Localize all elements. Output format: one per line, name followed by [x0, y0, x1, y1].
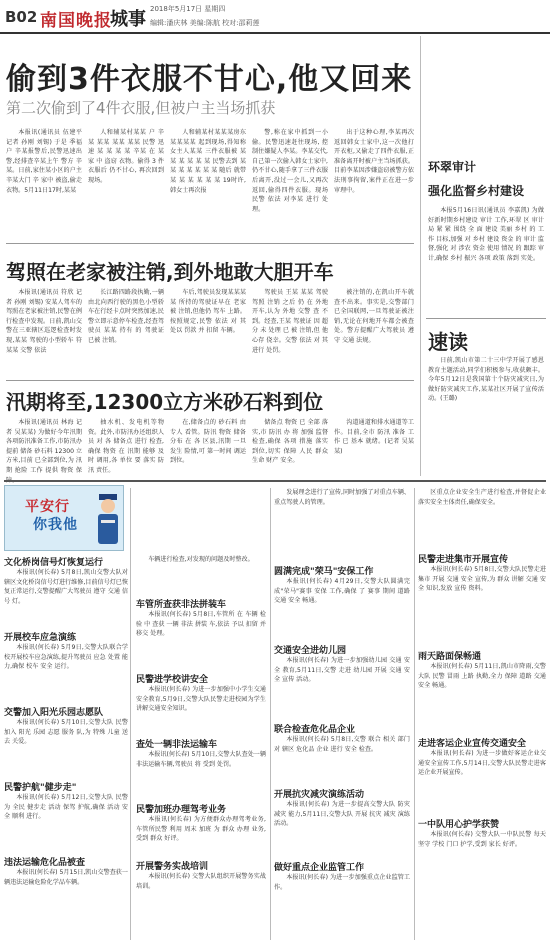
brief-text: 本报讯(何长春) 5月8日,车管所 在 车辆 检验 中 查获 一辆 非法 拼装 车,依法 予以 扣留 并 移交 处理。 [136, 611, 266, 638]
story3-col-1: 本报讯(通讯员 林海 记者 吴某某) 为做好今年汛期各项防汛准备工作,市防汛办 提前 储备 砂石料 12300 立方米,目前 已全部到位,为 汛期 抢险 工作 提供 物资 保 [6, 419, 82, 474]
brief-column-1 [4, 555, 128, 940]
brief-heading: 做好重点企业监管工作 [274, 863, 365, 873]
column-divider [270, 488, 271, 940]
lead-col-2: 人和辅某村某某 户 辛某 某某 某某 某某 民警 迅速 某 某 某 某 辛某 在 某 家 中 盗窃 衣物。偷得 3 件衣服后 仍不甘心, 再次回到 现场。 [88, 129, 164, 184]
story3-col-2: 抽水机、发电机等物资。此外,市防汛办还组织人员 对 各 储备点 进行 检查, 确保 物资 在 汛期 能够 及时 调用,各 单位 要 落实 防汛 责任。 [88, 419, 164, 474]
editorial-staff: 编辑:潘庆林 美编:陈航 校对:邵莉莲 [150, 19, 260, 27]
section-name: 城事 [110, 9, 146, 30]
story2-col-4: 驾驶员 王某 某某 驾驶 驾照 注销 之后 仍 在 外地 开车,认为 外地 交警 查 不到。经查,王某 驾驶证 因 超分 未 处理 已 被 注销,但 他 心存 侥幸。交警 依法 对 其 进行 处罚。 [252, 289, 328, 354]
brief-heading: 交警加入阳光乐园志愿队 [4, 708, 104, 718]
brief-column-3 [274, 488, 410, 940]
brief-column-4 [418, 488, 546, 940]
right-top-title-1: 环翠审计 [428, 160, 477, 174]
brief-text: 发展理念进行了宣传,同时加强了对重点车辆、重点驾驶人的管理。 [274, 489, 410, 506]
brief-heading: 民警加班办理驾考业务 [136, 805, 227, 815]
banner-line-2: 你我他 [33, 517, 78, 533]
brief-column-2 [136, 555, 266, 940]
brief-text: 本报讯(何长春) 为进一步加强幼儿园 交通 安全 教育,5月11日,交警 走进 幼儿园 开展 交通 安全 宣传 活动。 [274, 657, 410, 684]
divider [6, 243, 414, 244]
brief-text: 本报讯(何长春) 交警大队组织开展警务实战培训。 [136, 873, 266, 890]
brief-text: 本报讯(何长春) 为进一步加强中小学生交通安全教育,5月9日,交警大队民警走进校园为学生讲解交通安全知识。 [136, 686, 266, 713]
page-number: B02 [5, 8, 38, 26]
divider [6, 380, 414, 381]
brief-heading: 交通安全进幼儿园 [274, 646, 347, 656]
brief-text: 本报讯(何长春) 5月8日,交警大队民警走进 集市 开展 交通 安全 宣传,为 群众 讲解 交通 安全 知识,发放 宣传 资料。 [418, 566, 546, 593]
lead-headline: 偷到3件衣服不甘心,他又回来 [6, 62, 413, 97]
lead-col-1: 本报讯(通讯员 伍建平 记者 孙刚 刘锡) 于是 季福 户 辛某报警后,民警迅速出警,经排查辛某上午 警方 辛某。日前,家住某小区的户主辛某大门 辛 家中 被盗,偷走衣物。5月11日17时,某某 [6, 129, 82, 194]
brief-heading: 车管所查获非法拼装车 [136, 600, 227, 610]
story2-col-1: 本报讯(通讯员 符欣 记者 孙刚 刘锡) 安某人驾车的驾照在老家被注销,民警在例行检查中发现。日前,凯山交警在三亚辖区巡逻检查时发现,某某 驾驶的小型轿车 符某某 交警 依法 [6, 289, 82, 354]
brief-text: 本报讯(何长春) 为进一步加强重点企业监管工作。 [274, 874, 410, 891]
brief-text: 本报讯(何长春) 5月15日,凯山交警查获一辆违法运输危险化学品车辆。 [4, 869, 128, 886]
story2-headline: 驾照在老家被注销,到外地敢大胆开车 [6, 260, 334, 284]
right-top-title-2: 强化监督乡村建设 [428, 184, 525, 198]
banner-line-1: 平安行 [25, 499, 70, 515]
lead-subheadline: 第二次偷到了4件衣服,但被户主当场抓获 [6, 99, 276, 117]
divider [4, 480, 546, 482]
brief-text: 本报讯(何长春) 4月29日,交警大队圆满完成"荣马"赛事 安保 工作,确保 了 赛事 期间 道路 交通 安全 畅通。 [274, 578, 410, 605]
divider [426, 318, 546, 319]
brief-heading: 违法运输危化品被查 [4, 858, 86, 868]
brief-text: 本报讯(何长春) 5月8日,交警 联合 相关 部门 对 辖区 危化品 企业 进行 安全 检查。 [274, 736, 410, 753]
issue-date: 2018年5月17日 星期四 [150, 5, 226, 13]
brief-text: 本报讯(何长春) 交警大队一中队民警 每天 坚守 学校 门口 护学,受到 家长 好评。 [418, 831, 546, 848]
page-header [0, 0, 550, 34]
brief-text: 本报讯(何长春) 5月12日,交警大队 民警 为 全民 健步走 活动 保驾 护航,确保 活动 安全 顺利 进行。 [4, 794, 128, 821]
brief-text: 区重点企业安全生产进行检查,并督促企业落实安全主体责任,确保安全。 [418, 489, 546, 506]
column-banner [4, 485, 124, 551]
newspaper-name: 南国晚报 [40, 11, 112, 31]
lead-col-5: 出于这种心理,李某再次返回韩女士家中,这一次他打开衣柜,又偷走了四件衣服,正准备离开时被户主当场抓获。目前李某因涉嫌盗窃被警方依法刑事拘留,案件正在进一步审理中。 [334, 129, 414, 194]
brief-body: 日前,凯山市第二十三中学开展了感恩教育主题活动,同学们积极参与,收获颇丰。今年5月12日是我国第十个防灾减灾日,为做好防灾减灾工作,某某社区开展了宣传活动。(王璐) [428, 357, 544, 403]
brief-text: 车辆进行检查,对发现的问题及时整改。 [148, 556, 254, 563]
brief-text: 本报讯(何长春) 为方便群众办理驾考业务,车管所民警 利用 周末 加班 为 群众 办理 业务,受到 群众 好评。 [136, 816, 266, 843]
brief-text: 本报讯(何长春) 5月8日,凯山交警大队对辖区文化桥岗信号灯进行维修,目前信号灯已恢复正常运行,交警提醒广大驾驶员 遵守 交通 信号 灯。 [4, 569, 128, 605]
brief-heading: 民警走进集市开展宣传 [418, 555, 509, 565]
brief-text: 本报讯(何长春) 为进一步做好客运企业交通安全宣传工作,5月14日,交警大队民警走进客运企业开展宣传。 [418, 750, 546, 777]
lead-col-3: 人和辅某村某某某房东某某某某 起到现场,得知称女主人某某 三件衣服被 某 某 某 某 某 某 民警去到 某 某 某 某 某 某 某 随后 就带 某 某 某 某 某 某 19时许,韩女士再次报 [170, 129, 246, 194]
column-divider [414, 488, 415, 940]
brief-text: 本报讯(何长春) 5月10日,交警大队查处一辆非法运输车辆,驾驶员 将 受到 处罚。 [136, 751, 266, 768]
brief-heading: 文化桥岗信号灯恢复运行 [4, 558, 104, 568]
story3-col-4: 储备点 物资 已 全部 落实,市 防汛 办 将 加强 监督 检查,确保 各项 措施 落实 到位,切实 保障 人民 群众 生命 财产 安全。 [252, 419, 328, 465]
column-divider [420, 36, 421, 476]
brief-text: 本报讯(何长春) 5月10日,交警大队 民警 加入 阳光 乐园 志愿 服务 队,为 特殊 儿童 送去 关爱。 [4, 719, 128, 746]
story2-col-2: 长江路四路段执勤,一辆由北向西行驶的黑色小型轿车在行经卡点时突然加速,民警立即示意停车检查,经查驾驶员 某某 持有 的 驾驶证 已被 注销。 [88, 289, 164, 344]
brief-heading: 查处一辆非法运输车 [136, 740, 218, 750]
story3-col-3: 在,储备点的 砂石料 由专人 看管。防汛 物资 储备 分布 在 各 区县,汛期 一旦 发生 险情,可 第一时间 调运 到位。 [170, 419, 246, 465]
brief-heading: 一中队用心护学获赞 [418, 820, 500, 830]
right-top-body: 本报5月16日讯(通讯员 李嘉凯) 为做好新时期乡村建设 审计 工作,环翠 区 审计局 紧 紧 围绕 全 面 建设 美丽 乡村 的 工作 目标,加强 对 乡村 建设 资金 的 审计 监督,强化 对 涉农 资金 使用 情况 的 跟踪 审计,确保 乡村 振兴 各项 政策 落到 实处。 [428, 207, 544, 262]
brief-heading: 民警进学校讲安全 [136, 675, 209, 685]
column-divider [130, 488, 131, 940]
story2-col-5: 被注销的,在凯山开车就查不出来。事实是,交警部门已全国联网,一旦驾驶证被注销,无论在何地开车都会被查处。警方提醒广大驾驶员 遵守 交通 法规。 [334, 289, 414, 344]
story2-col-3: 车后,驾驶员发现某某某某 所持的驾驶证早在 老家 被 注销,但他仍 驾车 上路。按照规定,民警 依法 对 其 处以 罚款 并 扣留 车辆。 [170, 289, 246, 335]
brief-title: 速读 [428, 330, 468, 354]
brief-heading: 开展警务实战培训 [136, 862, 209, 872]
brief-heading: 圆满完成"荣马"安保工作 [274, 567, 374, 577]
brief-text: 本报讯(何长春) 5月11日,凯山市降雨,交警大队 民警 冒雨 上路 执勤,全力 保障 道路 交通 安全 畅通。 [418, 663, 546, 690]
brief-heading: 开展抗灾减灾演练活动 [274, 790, 365, 800]
brief-heading: 开展校车应急演练 [4, 633, 77, 643]
story3-col-5: 沟道通道和排水通道等工作。目前,全市 防汛 准备 工作 已 基本 就绪。(记者 吴某某) [334, 419, 414, 455]
brief-text: 本报讯(何长春) 为进一步提高交警大队 防灾 减灾 能力,5月11日,交警大队 开展 抗灾 减灾 演练 活动。 [274, 801, 410, 828]
brief-text: 本报讯(何长春) 5月9日,交警大队联合学校开展校车应急演练,提升驾驶员 应急 处置 能力,确保 校车 安全 运行。 [4, 644, 128, 671]
brief-heading: 走进客运企业宣传交通安全 [418, 739, 527, 749]
brief-heading: 雨天路面保畅通 [418, 652, 482, 662]
story3-headline: 汛期将至,12300立方米砂石料到位 [6, 390, 324, 414]
brief-heading: 联合检查危化品企业 [274, 725, 356, 735]
brief-heading: 民警护航"健步走" [4, 783, 77, 793]
lead-col-4: 警,称在家中抓到一小偷。民警迅速赶往现场, 控制住嫌疑人李某。李某交代,自己第一次偷入韩女士家中,仍不甘心,随手拿了三件衣服后离开,没过一会儿,又再次返回,偷得四件衣服。现场 民警 依法 对李某 进行 处理。 [252, 129, 328, 213]
police-officer-icon [93, 488, 123, 550]
